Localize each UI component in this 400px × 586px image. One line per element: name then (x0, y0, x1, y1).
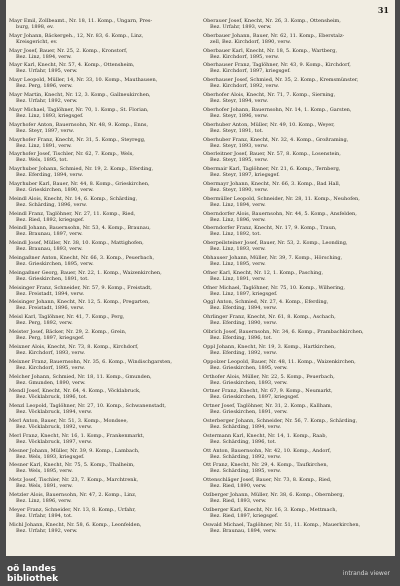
entry-line-1: Oberleitner Josef, Bauer, Nr. 57, 8. Komp., Losenstein, (203, 151, 341, 158)
entry-line-2: Bez. Eferding, 1894, verw. (210, 305, 278, 312)
entry-line-2: Bez. Eferding, 1894, verw. (16, 172, 84, 179)
entry-line-2: Bez. Schärding, 1894, verw. (210, 423, 282, 430)
entry-line-2: zell, Bez. Kirchdorf, 1890, verw. (210, 38, 291, 45)
register-entry (9, 329, 195, 342)
register-entry (9, 433, 195, 446)
entry-line-1: Metz Josef, Tischler, Nr. 23, 7. Komp., Marchtrenk, (9, 477, 139, 484)
register-entry (203, 418, 389, 431)
entry-line-1: Mayr Martin, Knecht, Nr. 12, 3. Komp., Gallneukirchen, (9, 92, 151, 99)
entry-line-2: Bez. Wels, 1895, verw. (16, 468, 73, 475)
entry-line-1: Ozlberger Johann, Müller, Nr. 38, 6. Komp., Obernberg, (203, 492, 345, 498)
register-entry (203, 181, 389, 194)
register-entry (203, 462, 389, 475)
entry-line-2: Bez. Eferding, 1890, verw. (210, 320, 278, 327)
entry-line-2: Bez. Braunau, 1897, verw. (16, 231, 83, 238)
register-entry (203, 137, 389, 150)
entry-line-2: Bez. Wels, 1893, kriegsgef. (16, 453, 85, 460)
register-entry (9, 240, 195, 253)
register-entry (9, 62, 195, 75)
entry-line-1: Oberhauser Franz, Taglöhner, Nr. 43, 9. Komp., Kirchdorf, (203, 62, 351, 69)
entry-line-1: Mayrhuber Karl, Bauer, Nr. 44, 8. Komp., Grieskirchen, (9, 180, 150, 187)
entry-line-2: Bez. Steyr, 1896, verw. (210, 112, 269, 119)
register-entry (203, 166, 389, 179)
entry-line-2: Bez. Grieskirchen, 1895, verw. (210, 364, 288, 371)
entry-line-1: Meisinger Franz, Schneider, Nr. 57, 9. Komp., Freistadt, (9, 284, 152, 291)
entry-line-1: Obhauser Johann, Müller, Nr. 39, 7. Komp., Hörsching, (203, 255, 343, 261)
entry-line-2: Bez. Kirchdorf, 1893, verw. (16, 349, 85, 356)
entry-line-1: Ottenschläger Josef, Bauer, Nr. 73, 8. Komp., Ried, (203, 477, 332, 484)
register-entry (9, 196, 195, 209)
entry-line-1: Michl Johann, Knecht, Nr. 58, 6. Komp., Leonfelden, (9, 521, 142, 528)
register-entry (9, 166, 195, 179)
entry-line-2: Bez. Vöcklabruck, 1896, tot. (16, 394, 88, 401)
entry-line-1: Meindl Johann, Bauernsohn, Nr. 53, 4. Komp., Braunau, (9, 225, 151, 232)
entry-line-1: Meingaßner Georg, Bauer, Nr. 22, 1. Komp., Waizenkirchen, (9, 269, 162, 276)
register-entry (203, 403, 389, 416)
entry-line-2: Bez. Linz, 1891, verw. (210, 275, 266, 282)
entry-line-2: Bez. Steyr, 1894, verw. (210, 98, 269, 105)
entry-line-2: Bez. Linz, 1894, verw. (16, 53, 72, 60)
entry-line-2: Bez. Vöcklabruck, 1892, verw. (16, 423, 93, 430)
entry-line-1: Mayrhofer Franz, Knecht, Nr. 31, 5. Komp., Steyregg, (9, 136, 146, 143)
register-entry (203, 122, 389, 135)
entry-line-2: Bez. Braunau, 1894, verw. (210, 527, 277, 534)
entry-line-1: Mayr Josef, Bauer, Nr. 25, 2. Komp., Kronstorf, (9, 47, 128, 54)
entry-line-1: Meister Josef, Bäcker, Nr. 29, 2. Komp., Grein, (9, 329, 127, 336)
entry-line-1: Mayrhuber Johann, Schmied, Nr. 19, 2. Komp., Eferding, (9, 166, 154, 173)
register-entry (203, 329, 389, 342)
entry-line-1: Mayr Michael, Taglöhner, Nr. 70, 1. Komp., St. Florian, (9, 106, 149, 113)
entry-line-2: Bez. Steyr, 1891, tot. (210, 127, 264, 134)
entry-line-2: Bez. Wels, 1895, tot. (16, 157, 69, 164)
entry-line-1: Melcher Johann, Schmied, Nr. 18, 11. Komp., Gmunden, (9, 373, 152, 380)
left-column (9, 18, 195, 536)
entry-line-1: Meixner Franz, Bauernsohn, Nr. 35, 6. Komp., Windischgarsten, (9, 358, 172, 365)
entry-line-2: Bez. Linz, 1893, verw. (210, 246, 266, 253)
entry-line-2: Bez. Vöcklabruck, 1897, verw. (16, 438, 93, 445)
register-entry (203, 151, 389, 164)
entry-line-1: Oberhauser Josef, Schmied, Nr. 35, 2. Komp., Kremsmünster, (203, 77, 359, 84)
entry-line-1: Meindl Franz, Taglöhner, Nr. 27, 11. Komp., Ried, (9, 210, 136, 217)
entry-line-2: Bez. Wels, 1891, verw. (16, 483, 73, 490)
entry-line-1: Osterberger Johann, Schneider, Nr. 56, 7. Komp., Schärding, (203, 417, 358, 424)
entry-line-2: Bez. Linz, 1891, verw. (16, 142, 72, 149)
scanned-page (6, 0, 395, 556)
entry-line-1: Oberauer Josef, Knecht, Nr. 26, 3. Komp., Ottensheim, (203, 18, 341, 24)
entry-line-2: Bez. Freistadt, 1896, verw. (16, 305, 85, 312)
entry-line-1: Oberpeilsteiner Josef, Bauer, Nr. 53, 2. Komp., Leonding, (203, 240, 348, 247)
register-entry (9, 462, 195, 475)
entry-line-2: Bez. Urfahr, 1892, verw. (16, 527, 78, 534)
entry-line-2: Bez. Grieskirchen, 1890, verw. (16, 186, 94, 193)
entry-line-2: Bez. Steyr, 1897, verw. (16, 127, 75, 134)
register-entry (203, 477, 389, 490)
register-entry (203, 48, 389, 61)
register-entry (203, 18, 389, 31)
entry-line-2: Bez. Eferding, 1896, tot. (210, 335, 273, 342)
register-entry (9, 448, 195, 461)
register-entry (9, 418, 195, 431)
register-entry (9, 359, 195, 372)
entry-line-2: Bez. Schärding, 1896, tot. (210, 438, 277, 445)
entry-line-2: Bez. Gmunden, 1890, verw. (16, 379, 86, 386)
register-entry (9, 211, 195, 224)
register-entry (9, 388, 195, 401)
entry-line-2: Bez. Urfahr, 1895, verw. (16, 68, 78, 75)
entry-line-2: Bez. Steyr, 1897, kriegsgef. (210, 172, 280, 179)
register-entry (9, 374, 195, 387)
entry-line-1: Oberbauer Karl, Knecht, Nr. 18, 5. Komp., Wartberg, (203, 47, 338, 54)
register-entry (9, 522, 195, 535)
entry-line-1: Ortner Josef, Taglöhner, Nr. 31, 2. Komp., Kallham, (203, 403, 333, 410)
entry-line-2: Bez. Steyr, 1893, verw. (210, 142, 269, 149)
register-entry (9, 403, 195, 416)
register-entry (9, 344, 195, 357)
entry-line-1: Oppl Johann, Knecht, Nr. 19, 3. Komp., Hartkirchen, (203, 343, 336, 350)
register-entry (203, 255, 389, 268)
entry-line-1: Mendl Josef, Knecht, Nr. 64, 4. Komp., Vöcklabruck, (9, 388, 141, 395)
register-entry (203, 299, 389, 312)
entry-line-2: Bez. Urfahr, 1893, verw. (210, 24, 272, 30)
entry-line-2: Bez. Ried, 1890, verw. (210, 483, 267, 490)
register-entry (203, 285, 389, 298)
register-entry (9, 18, 195, 31)
register-entry (9, 92, 195, 105)
register-entry (9, 48, 195, 61)
register-entry (9, 151, 195, 164)
entry-line-2: Bez. Grieskirchen, 1893, verw. (210, 379, 288, 386)
register-entry (203, 196, 389, 209)
entry-line-2: Bez. Linz, 1894, verw. (210, 201, 266, 208)
entry-line-2: Bez. Grieskirchen, 1891, tot. (16, 275, 89, 282)
entry-line-2: burg, 1898, ev. (16, 24, 54, 30)
entry-line-2: Bez. Linz, 1893, kriegsgef. (16, 112, 84, 119)
right-column (203, 18, 389, 536)
viewer-label[interactable]: intranda viewer (342, 570, 390, 577)
entry-line-1: Obermüller Leopold, Schneider, Nr. 28, 11. Komp., Neuhofen, (203, 195, 360, 202)
register-entry (9, 492, 195, 505)
entry-line-1: Mesner Karl, Knecht, Nr. 75, 5. Komp., Thalheim, (9, 462, 135, 469)
register-entry (203, 522, 389, 535)
entry-line-1: Ott Franz, Knecht, Nr. 29, 4. Komp., Taufkirchen, (203, 462, 329, 469)
entry-line-1: Ohrlinger Franz, Knecht, Nr. 61, 8. Komp., Aschach, (203, 314, 336, 321)
entry-line-1: Mayr Emil, Zollbeamt., Nr. 18, 11. Komp., Ungarn, Pres- (9, 18, 153, 24)
entry-line-1: Oberhofer Alois, Knecht, Nr. 71, 7. Komp., Sierning, (203, 92, 336, 99)
entry-line-2: Bez. Kirchdorf, 1892, verw. (210, 83, 279, 90)
register-entry (9, 225, 195, 238)
register-entry (9, 255, 195, 268)
entry-line-1: Mayr Johann, Bäckergeh., 12, Nr. 83, 6. Komp., Linz, (9, 32, 144, 39)
register-entry (9, 122, 195, 135)
entry-line-1: Oberndorfer Alois, Bauernsohn, Nr. 44, 5. Komp., Ansfelden, (203, 210, 357, 217)
register-entry (9, 181, 195, 194)
register-entry (203, 507, 389, 520)
entry-line-2: Bez. Perg, 1896, verw. (16, 83, 73, 90)
entry-line-2: Bez. Schärding, 1896, verw. (16, 201, 88, 208)
register-entry (203, 270, 389, 283)
entry-line-2: Bez. Ried, 1892, kriegsgef. (16, 216, 85, 223)
entry-line-1: Obermair Karl, Taglöhner, Nr. 21, 6. Komp., Ternberg, (203, 166, 341, 173)
entry-line-1: Olbrich Josef, Bauernsohn, Nr. 34, 6. Komp., Prambachkirchen, (203, 329, 364, 336)
entry-line-2: Bez. Freistadt, 1894, verw. (16, 290, 85, 297)
register-entry (203, 240, 389, 253)
register-entry (203, 492, 389, 505)
entry-line-2: Bez. Steyr, 1895, verw. (210, 157, 269, 164)
entry-line-1: Obermayr Johann, Knecht, Nr. 66, 3. Komp., Bad Hall, (203, 180, 341, 187)
register-entry (9, 77, 195, 90)
entry-line-1: Meingaßner Anton, Knecht, Nr. 66, 3. Komp., Peuerbach, (9, 255, 155, 261)
entry-line-2: Bez. Linz, 1892, tot. (210, 231, 261, 238)
entry-line-1: Mesner Johann, Müller, Nr. 39, 9. Komp., Lambach, (9, 447, 140, 454)
register-entry (9, 270, 195, 283)
entry-line-1: Oswald Michael, Taglöhner, Nr. 51, 11. Komp., Mauerkirchen, (203, 521, 361, 528)
register-entry (9, 285, 195, 298)
entry-line-2: Bez. Linz, 1897, kriegsgef. (210, 290, 278, 297)
entry-line-1: Oppolzer Leopold, Bauer, Nr. 48, 11. Komp., Waizenkirchen, (203, 358, 356, 365)
entry-line-2: Bez. Ried, 1897, kriegsgef. (210, 512, 279, 519)
entry-line-2: Bez. Schärding, 1892, verw. (210, 453, 282, 460)
entry-line-1: Oberhuber Franz, Knecht, Nr. 32, 4. Komp., Großraming, (203, 136, 349, 143)
entry-line-2: Bez. Eferding, 1892, verw. (210, 349, 278, 356)
entry-line-1: Ofner Karl, Knecht, Nr. 12, 1. Komp., Pasching, (203, 269, 324, 276)
entry-line-2: Bez. Grieskirchen, 1891, verw. (210, 409, 288, 416)
register-entry (203, 359, 389, 372)
register-entry (203, 107, 389, 120)
entry-line-2: Bez. Kirchdorf, 1897, kriegsgef. (210, 68, 291, 75)
entry-line-1: Ostermann Karl, Knecht, Nr. 14, 1. Komp., Raab, (203, 432, 328, 439)
entry-line-1: Metzler Alois, Bauernsohn, Nr. 47, 2. Komp., Linz, (9, 492, 137, 498)
register-entry (9, 137, 195, 150)
register-entry (9, 107, 195, 120)
entry-line-2: Bez. Braunau, 1893, verw. (16, 246, 83, 253)
entry-line-2: Bez. Linz, 1896, verw. (210, 216, 266, 223)
entry-line-1: Mayr Karl, Knecht, Nr. 57, 4. Komp., Ottensheim, (9, 62, 135, 69)
entry-line-1: Oberhofer Johann, Bauernsohn, Nr. 14, 1. Komp., Garsten, (203, 106, 352, 113)
entry-line-1: Merl Anton, Bauer, Nr. 51, 3. Komp., Mondsee, (9, 417, 129, 424)
entry-line-1: Merl Franz, Knecht, Nr. 16, 1. Komp., Frankenmarkt, (9, 432, 145, 439)
entry-line-2: Kreisgericht, ev. (16, 38, 58, 45)
entry-line-1: Oberndorfer Franz, Knecht, Nr. 17, 9. Komp., Traun, (203, 225, 337, 232)
entry-line-2: Bez. Schärding, 1895, verw. (210, 468, 282, 475)
entry-line-1: Meisl Karl, Taglöhner, Nr. 41, 7. Komp., Perg, (9, 314, 125, 321)
entry-line-2: Bez. Steyr, 1890, verw. (210, 186, 269, 193)
entry-line-1: Ozlberger Karl, Knecht, Nr. 16, 3. Komp., Mettmach, (203, 506, 338, 513)
entry-line-2: Bez. Kirchdorf, 1895, verw. (16, 364, 85, 371)
register-entry (203, 433, 389, 446)
register-entry (9, 477, 195, 490)
entry-line-2: Bez. Kirchdorf, 1895, verw. (210, 53, 279, 60)
entry-line-1: Meisinger Johann, Knecht, Nr. 12, 5. Komp., Pregarten, (9, 299, 150, 306)
entry-line-2: Bez. Perg, 1897, kriegsgef. (16, 335, 85, 342)
entry-line-1: Oberhuber Anton, Müller, Nr. 49, 10. Komp., Weyer, (203, 121, 335, 128)
entry-line-1: Meindl Alois, Knecht, Nr. 14, 6. Komp., Schärding, (9, 195, 138, 202)
entry-line-2: Bez. Ried, 1893, verw. (210, 498, 267, 504)
register-entry (203, 374, 389, 387)
page-number: 31 (377, 5, 389, 15)
register-entry (203, 388, 389, 401)
entry-line-2: Bez. Linz, 1895, verw. (210, 261, 266, 267)
entry-line-1: Mayrhofer Josef, Tischler, Nr. 62, 7. Komp., Wels, (9, 151, 134, 158)
register-entry (203, 314, 389, 327)
entry-line-1: Oggl Anton, Schmied, Nr. 27, 4. Komp., Eferding, (203, 299, 329, 306)
library-logo[interactable] (7, 564, 58, 584)
register-entry (203, 77, 389, 90)
logo-line-top: oö landes (7, 564, 56, 574)
register-entry (9, 314, 195, 327)
entry-line-1: Oberbauer Johann, Bauer, Nr. 62, 11. Komp., Eberstalz- (203, 32, 345, 39)
register-entry (203, 92, 389, 105)
register-entry (203, 448, 389, 461)
register-entry (203, 62, 389, 75)
entry-line-1: Meindl Josef, Müller, Nr. 38, 10. Komp., Mattighofen, (9, 240, 144, 247)
entry-line-1: Ortner Franz, Knecht, Nr. 67, 9. Komp., Neumarkt, (203, 388, 333, 395)
register-entry (203, 211, 389, 224)
viewer-footer (0, 556, 400, 586)
register-entry (203, 344, 389, 357)
entry-line-1: Mayrhofer Anton, Bauernsohn, Nr. 48, 9. Komp., Enns, (9, 121, 149, 128)
entry-line-2: Bez. Vöcklabruck, 1894, verw. (16, 409, 93, 416)
entry-line-1: Ofner Michael, Taglöhner, Nr. 75, 10. Komp., Wilhering, (203, 284, 345, 291)
register-entry (9, 299, 195, 312)
entry-line-2: Bez. Grieskirchen, 1895, verw. (16, 261, 94, 267)
register-entry (9, 33, 195, 46)
entry-line-2: Bez. Grieskirchen, 1897, kriegsgef. (210, 394, 300, 401)
entry-line-1: Meyer Franz, Schneider, Nr. 13, 8. Komp., Urfahr, (9, 506, 136, 513)
register-entry (203, 225, 389, 238)
logo-line-bottom: bibliothek (7, 574, 59, 584)
register-entry (9, 507, 195, 520)
entry-line-1: Meixner Alois, Knecht, Nr. 73, 8. Komp., Kirchdorf, (9, 343, 139, 350)
entry-line-2: Bez. Linz, 1896, verw. (16, 498, 72, 504)
entry-line-2: Bez. Urfahr, 1894, tot. (16, 512, 73, 519)
entry-line-1: Ott Anton, Bauernsohn, Nr. 42, 10. Komp., Andorf, (203, 447, 332, 454)
entry-line-1: Menzl Leopold, Taglöhner, Nr. 27, 10. Komp., Schwanenstadt, (9, 403, 167, 410)
entry-line-1: Mayr Leopold, Müller, 14, Nr. 33, 10. Komp., Mauthausen, (9, 77, 158, 84)
entry-line-2: Bez. Perg, 1892, verw. (16, 320, 73, 327)
entry-line-2: Bez. Urfahr, 1892, verw. (16, 98, 78, 105)
register-entry (203, 33, 389, 46)
entry-line-1: Orthofer Alois, Müller, Nr. 22, 5. Komp., Peuerbach, (203, 373, 335, 380)
